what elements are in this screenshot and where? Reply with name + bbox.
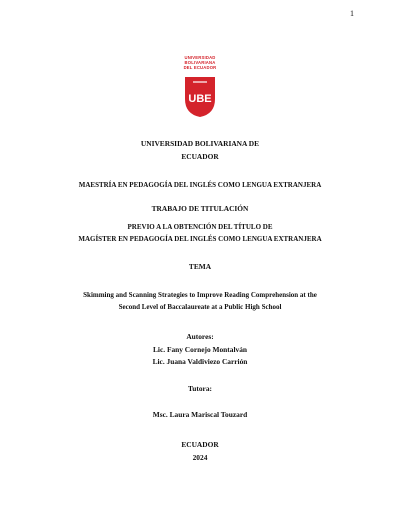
university-name-line-2: ECUADOR xyxy=(181,152,219,161)
logo-text-line-1: UNIVERSIDAD xyxy=(184,55,216,60)
university-name-line-1: UNIVERSIDAD BOLIVARIANA DE xyxy=(140,139,260,148)
author-1: Lic. Fany Cornejo Montalván xyxy=(152,345,248,354)
theme-label: TEMA xyxy=(188,262,212,271)
page-number: 1 xyxy=(350,9,354,18)
degree-line-1: PREVIO A LA OBTENCIÓN DEL TÍTULO DE xyxy=(127,223,273,231)
logo-text-line-2: BOLIVARIANA xyxy=(184,60,216,65)
authors-label: Autores: xyxy=(186,332,214,341)
year: 2024 xyxy=(192,453,208,462)
program-title: MAESTRÍA EN PEDAGOGÍA DEL INGLÉS COMO LENGUA EXTRANJERA xyxy=(78,181,322,189)
seal-text: UBE xyxy=(188,93,212,105)
work-type: TRABAJO DE TITULACIÓN xyxy=(151,204,249,213)
place: ECUADOR xyxy=(181,440,219,449)
tutor-name: Msc. Laura Mariscal Touzard xyxy=(152,410,248,419)
ube-seal-icon xyxy=(182,73,218,118)
tutor-label: Tutora: xyxy=(188,384,212,393)
theme-line-2: Second Level of Baccalaureate at a Public High School xyxy=(118,303,282,311)
degree-line-2: MAGÍSTER EN PEDAGOGÍA DEL INGLÉS COMO LENGUA EXTRANJERA xyxy=(78,235,322,243)
university-logo xyxy=(0,55,400,123)
theme-line-1: Skimming and Scanning Strategies to Improve Reading Comprehension at the xyxy=(83,291,317,299)
author-2: Lic. Juana Valdiviezo Carrión xyxy=(152,357,248,366)
logo-text-line-3: DEL ECUADOR xyxy=(183,65,217,70)
